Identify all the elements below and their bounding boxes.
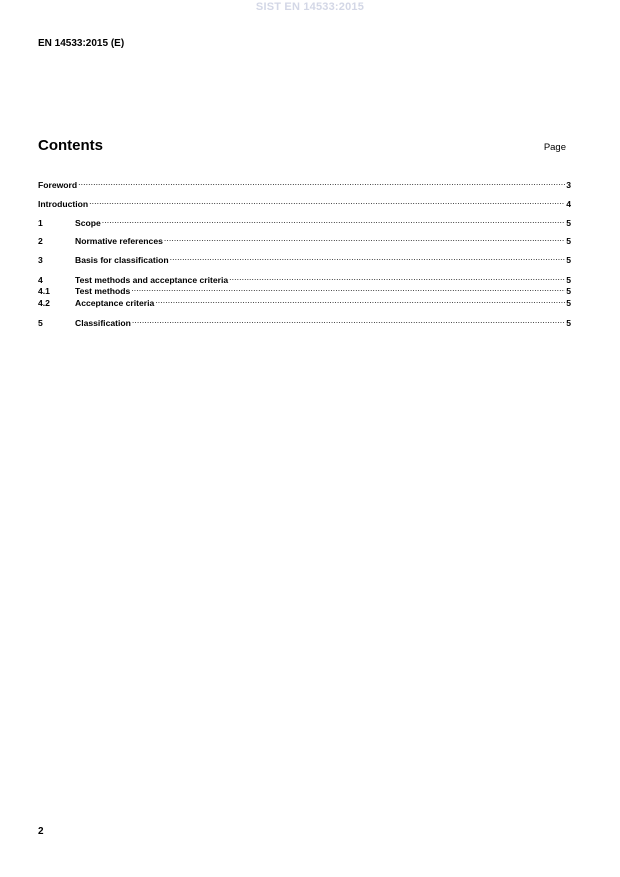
toc-entry-title: Acceptance criteria	[75, 298, 155, 308]
toc-entry-title: Introduction	[38, 199, 89, 209]
toc-entry-classification[interactable]	[38, 315, 571, 326]
toc-entry-number: 5	[38, 318, 43, 328]
toc-entry-acceptance-criteria[interactable]	[38, 295, 571, 306]
toc-entry-foreword[interactable]	[38, 177, 571, 188]
toc-entry-basis-for-classification[interactable]	[38, 252, 571, 263]
document-id: EN 14533:2015 (E)	[38, 38, 125, 49]
toc-entry-page: 5	[566, 236, 571, 246]
toc-entry-title: Scope	[75, 218, 101, 228]
toc-entry-page: 5	[566, 275, 571, 285]
page-number: 2	[38, 826, 44, 837]
contents-heading: Contents	[38, 137, 103, 154]
toc-entry-number: 3	[38, 255, 43, 265]
toc-entry-title: Test methods	[75, 286, 131, 296]
toc-leader-dots	[132, 315, 565, 326]
toc-leader-dots	[131, 283, 565, 294]
toc-entry-normative-references[interactable]	[38, 233, 571, 244]
toc-entry-page: 4	[566, 199, 571, 209]
toc-entry-page: 3	[566, 180, 571, 190]
toc-entry-page: 5	[566, 286, 571, 296]
toc-leader-dots	[164, 233, 565, 244]
toc-entry-number: 2	[38, 236, 43, 246]
toc-leader-dots	[78, 177, 565, 188]
toc-entry-number: 1	[38, 218, 43, 228]
toc-entry-number: 4	[38, 275, 43, 285]
toc-entry-page: 5	[566, 318, 571, 328]
toc-entry-page: 5	[566, 298, 571, 308]
toc-entry-page: 5	[566, 255, 571, 265]
watermark: SIST EN 14533:2015	[255, 1, 365, 13]
toc-entry-number: 4.2	[38, 298, 50, 308]
toc-entry-title: Basis for classification	[75, 255, 169, 265]
toc-entry-test-methods[interactable]	[38, 283, 571, 294]
toc-entry-test-methods-and-acceptance-criteria[interactable]	[38, 272, 571, 283]
toc-entry-number: 4.1	[38, 286, 50, 296]
toc-entry-introduction[interactable]	[38, 196, 571, 207]
toc-entry-page: 5	[566, 218, 571, 228]
toc-entry-title: Foreword	[38, 180, 78, 190]
toc-entry-scope[interactable]	[38, 215, 571, 226]
toc-leader-dots	[155, 295, 565, 306]
toc-entry-title: Test methods and acceptance criteria	[75, 275, 229, 285]
toc-leader-dots	[170, 252, 566, 263]
toc-leader-dots	[102, 215, 565, 226]
toc-leader-dots	[89, 196, 565, 207]
toc-entry-title: Classification	[75, 318, 131, 328]
toc-leader-dots	[229, 272, 565, 283]
toc-entry-title: Normative references	[75, 236, 163, 246]
page-column-label: Page	[543, 142, 566, 153]
